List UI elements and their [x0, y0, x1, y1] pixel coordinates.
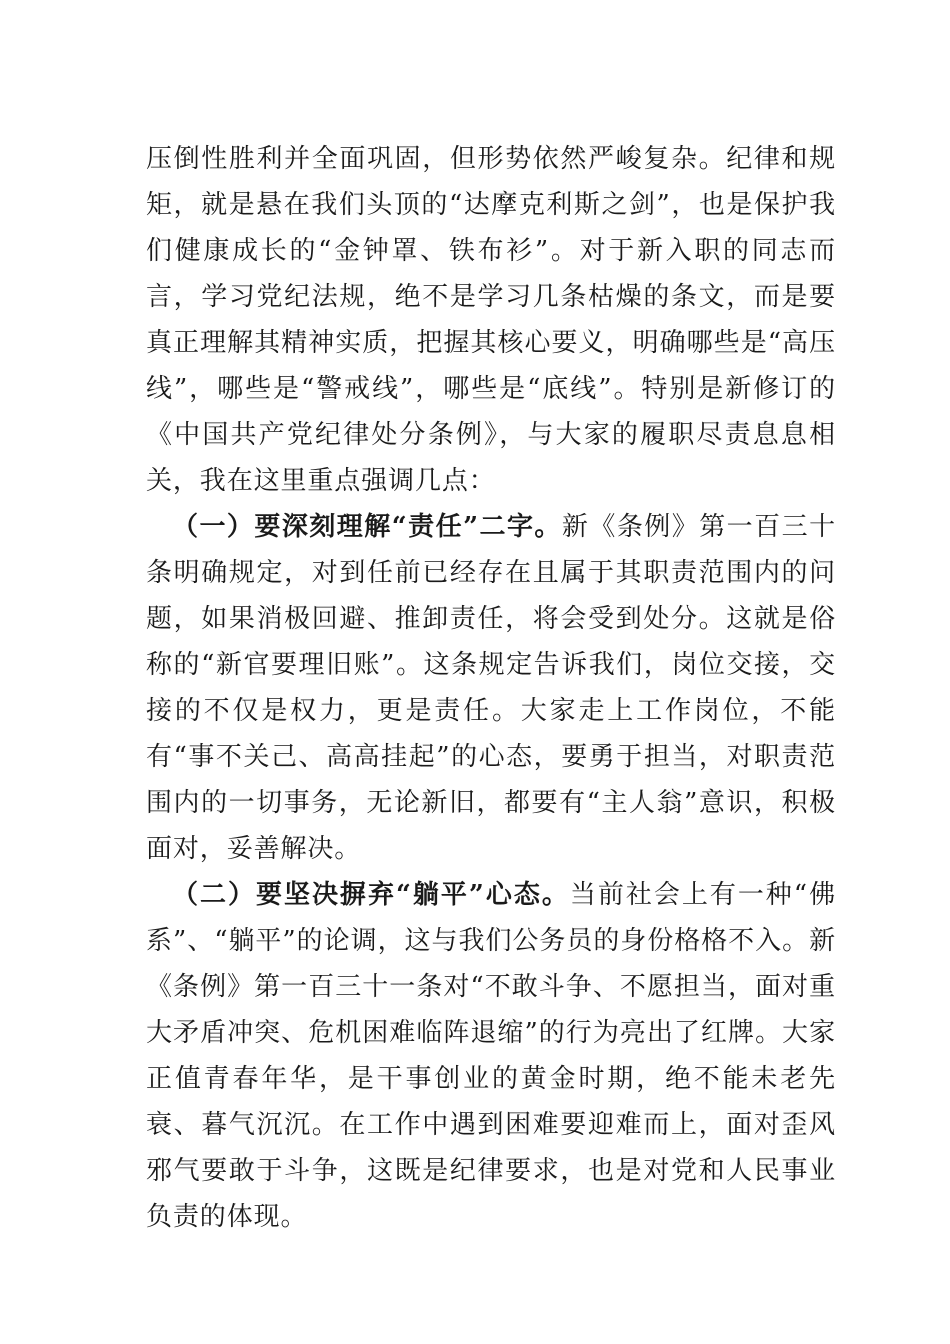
paragraph-heading: （二）要坚决摒弃“躺平”心态。	[172, 880, 570, 910]
paragraph-point-one	[146, 504, 836, 872]
paragraph-heading: （一）要深刻理解“责任”二字。	[172, 512, 562, 542]
paragraph-text: 新《条例》第一百三十条明确规定，对到任前已经存在且属于其职责范围内的问题，如果消极回避、推卸责任，将会受到处分。这就是俗称的“新官要理旧账”。这条规定告诉我们，岗位交接，交接的不仅是权力，更是责任。大家走上工作岗位，不能有“事不关己、高高挂起”的心态，要勇于担当，对职责范围内的一切事务，无论新旧，都要有“主人翁”意识，积极面对，妥善解决。	[146, 512, 836, 864]
document-body	[146, 136, 836, 1240]
paragraph-continuation	[146, 136, 836, 504]
paragraph-point-two	[146, 872, 836, 1240]
paragraph-text: 压倒性胜利并全面巩固，但形势依然严峻复杂。纪律和规矩，就是悬在我们头顶的“达摩克利斯之剑”，也是保护我们健康成长的“金钟罩、铁布衫”。对于新入职的同志而言，学习党纪法规，绝不是学习几条枯燥的条文，而是要真正理解其精神实质，把握其核心要义，明确哪些是“高压线”，哪些是“警戒线”，哪些是“底线”。特别是新修订的《中国共产党纪律处分条例》，与大家的履职尽责息息相关，我在这里重点强调几点：	[146, 144, 836, 496]
paragraph-text: 当前社会上有一种“佛系”、“躺平”的论调，这与我们公务员的身份格格不入。新《条例》第一百三十一条对“不敢斗争、不愿担当，面对重大矛盾冲突、危机困难临阵退缩”的行为亮出了红牌。大家正值青春年华，是干事创业的黄金时期，绝不能未老先衰、暮气沉沉。在工作中遇到困难要迎难而上，面对歪风邪气要敢于斗争，这既是纪律要求，也是对党和人民事业负责的体现。	[146, 880, 836, 1232]
